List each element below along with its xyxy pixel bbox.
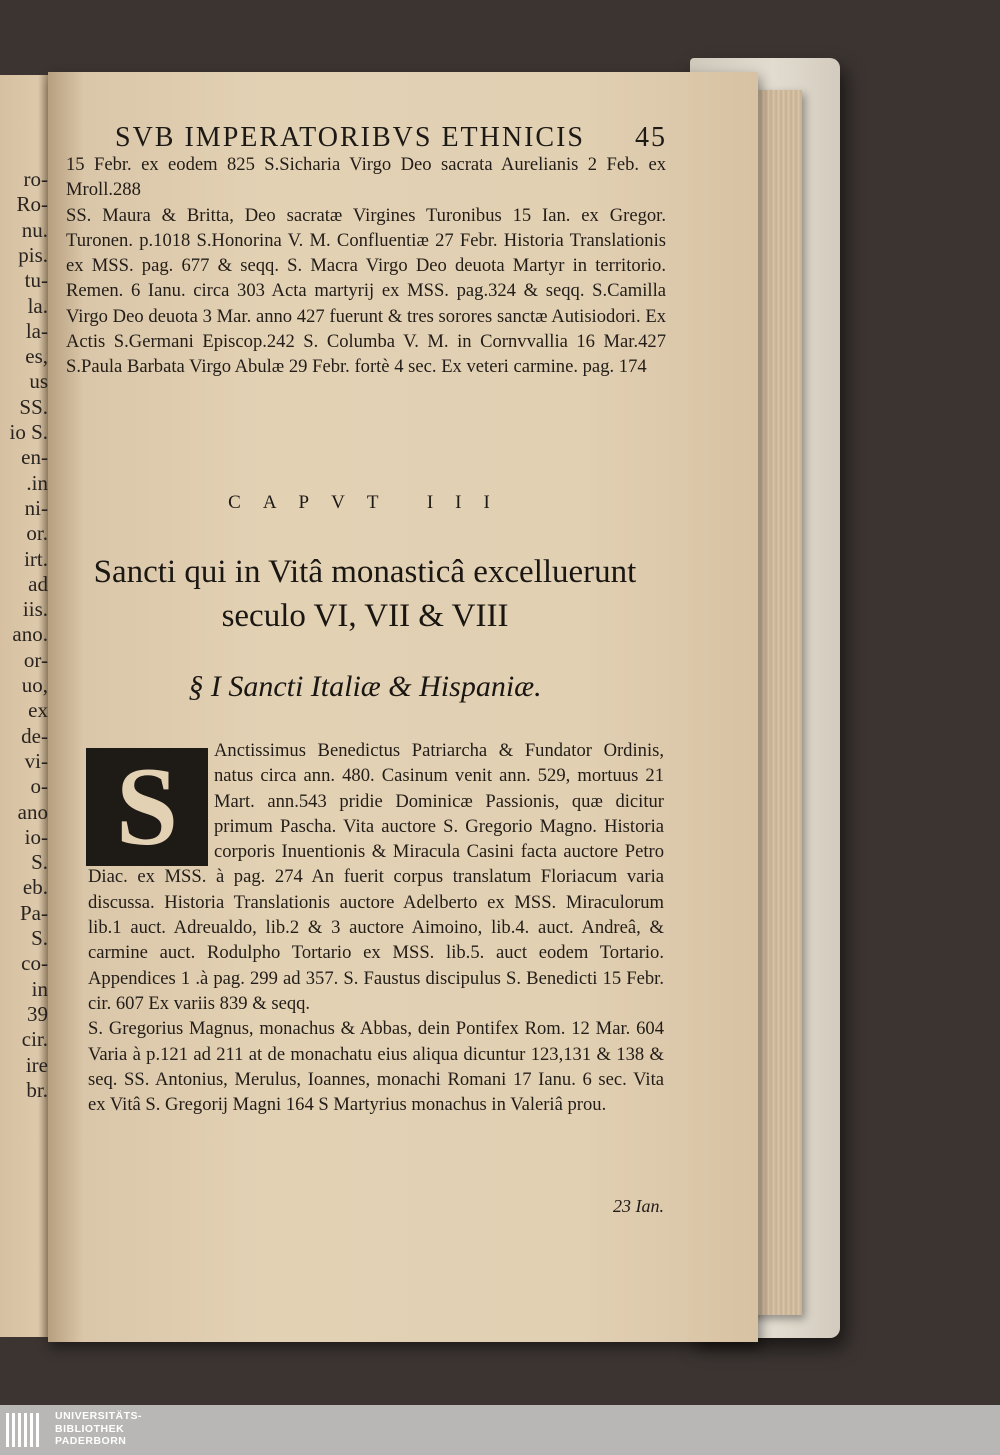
- left-page-fragment: co-: [21, 951, 48, 976]
- left-page-fragment: es,: [25, 344, 48, 369]
- logo-line: BIBLIOTHEK: [55, 1422, 125, 1435]
- left-page-fragment: 39: [27, 1001, 48, 1026]
- paragraph: 15 Febr. ex eodem 825 S.Sicharia Virgo Deo sacrata Aurelianis 2 Feb. ex Mroll.288: [66, 154, 666, 201]
- left-page-fragment: eb.: [22, 875, 48, 900]
- initial-letter: S: [115, 745, 179, 869]
- left-page-fragment: Pa-: [20, 900, 48, 925]
- paragraph: Anctissimus Benedictus Patriarcha & Fundator Ordinis, natus circa ann. 480. Casinum venit ann. 529, mortuus 21 Mart. ann.543 pridie Dominicæ Passionis, quæ dicitur primum Pascha. Vita auctore S. Gregorio Magno. Historia corporis Inuentionis & Miracula Casini facta auctore Petro Diac. ex MSS. à pag. 274 An fuerit corpus translatum Floriacum varia discussa. Historia Translationis auctore Adelberto ex MSS. Miraculorum lib.1 auct. Adreualdo, lib.2 & 3 auctore Aimoino, lib.4. auct. Andreâ, & carmine auct. Rodulpho Tortario ex MSS. lib.5. auct eodem Tortario. Appendices 1 .à pag. 299 ad 357. S. Faustus discipulus S. Benedicti 15 Febr. cir. 607 Ex variis 839 & seqq.: [88, 740, 664, 1014]
- left-page-fragment: .in: [26, 470, 48, 495]
- decorated-initial: [86, 745, 208, 869]
- left-page-fragment: tu-: [24, 268, 48, 293]
- left-page-fragment: io S.: [9, 420, 48, 444]
- left-page-fragment: la.: [27, 293, 48, 318]
- running-head-text: SVB IMPERATORIBVS ETHNICIS: [115, 122, 585, 153]
- left-page-fragment: uo,: [21, 673, 48, 697]
- left-page-fragment: pis.: [18, 242, 48, 267]
- left-page-fragment: in: [31, 976, 48, 1001]
- left-page-fragment: nu.: [21, 217, 48, 242]
- left-page-fragment: SS.: [19, 394, 48, 419]
- left-page-fragment: ano.: [12, 622, 48, 647]
- catchword: 23 Ian.: [613, 1196, 664, 1216]
- library-logo-text: [55, 1410, 142, 1448]
- library-logo-icon: [4, 1409, 44, 1451]
- left-page-fragment: io-: [24, 824, 48, 849]
- left-page-fragment: br.: [26, 1077, 48, 1102]
- section-heading: § I Sancti Italiæ & Hispaniæ.: [188, 670, 542, 703]
- left-page-fragment: la-: [25, 318, 48, 343]
- left-page-fragment: Ro-: [16, 192, 48, 217]
- left-page-fragment: us: [29, 369, 48, 394]
- chapter-number: CAPVT III: [228, 492, 512, 513]
- left-page-fragment: S.: [31, 926, 48, 950]
- library-footer: [0, 1405, 1000, 1455]
- left-page-fragment: ire: [25, 1052, 48, 1077]
- top-text-block: [66, 152, 666, 380]
- left-page-fragment: cir.: [21, 1027, 48, 1052]
- left-page-fragment: irt.: [24, 546, 48, 571]
- left-page-fragment: o-: [30, 774, 48, 799]
- paragraph: S. Gregorius Magnus, monachus & Abbas, dein Pontifex Rom. 12 Mar. 604 Varia à p.121 ad 211 at de monachatu eius aliqua dicuntur 123,131 & 138 & seq. SS. Antonius, Merulus, Ioannes, monachi Romani 17 Ianu. 6 sec. Vita ex Vitâ S. Gregorij Magni 164 S Martyrius monachus in Valeriâ prou.: [88, 1018, 664, 1116]
- running-head: [115, 122, 667, 154]
- left-page-fragment: ro-: [23, 167, 48, 191]
- left-page-fragment: ad: [28, 571, 48, 596]
- chapter-title: Sancti qui in Vitâ monasticâ excelluerunt seculo VI, VII & VIII: [93, 554, 637, 634]
- left-page-fragment: ano: [17, 799, 48, 824]
- left-page-fragment: en-: [21, 445, 48, 470]
- logo-line: UNIVERSITÄTS-: [55, 1410, 143, 1422]
- left-page-fragment: de-: [21, 723, 48, 748]
- left-page-fragment: vi-: [24, 748, 48, 773]
- logo-line: PADERBORN: [55, 1435, 127, 1447]
- folio-number: 45: [635, 122, 667, 153]
- left-page-fragment: iis.: [22, 597, 48, 622]
- paragraph: SS. Maura & Britta, Deo sacratæ Virgines Turonibus 15 Ian. ex Gregor. Turonen. p.1018 S.Honorina V. M. Confluentiæ 27 Febr. Historia Translationis ex MSS. pag. 677 & seqq. S. Macra Virgo Deo deuota Martyr in territorio. Remen. 6 Ianu. circa 303 Acta martyrij ex MSS. pag.324 & seqq. S.Camilla Virgo Deo deuota 3 Mar. anno 427 fuerunt & tres sorores sanctæ Autisiodori. Ex Actis S.Germani Episcop.242 S. Columba V. M. in Cornvvallia 16 Mar.427 S.Paula Barbata Virgo Abulæ 29 Febr. fortè 4 sec. Ex veteri carmine. pag. 174: [66, 204, 666, 378]
- left-page-fragment: or-: [23, 647, 48, 672]
- left-page-fragment: S.: [31, 850, 48, 875]
- left-page-fragment: ex: [28, 698, 48, 723]
- left-page-fragment: ni-: [24, 495, 48, 520]
- left-page-fragment: or.: [26, 521, 48, 546]
- left-page: [0, 75, 48, 1337]
